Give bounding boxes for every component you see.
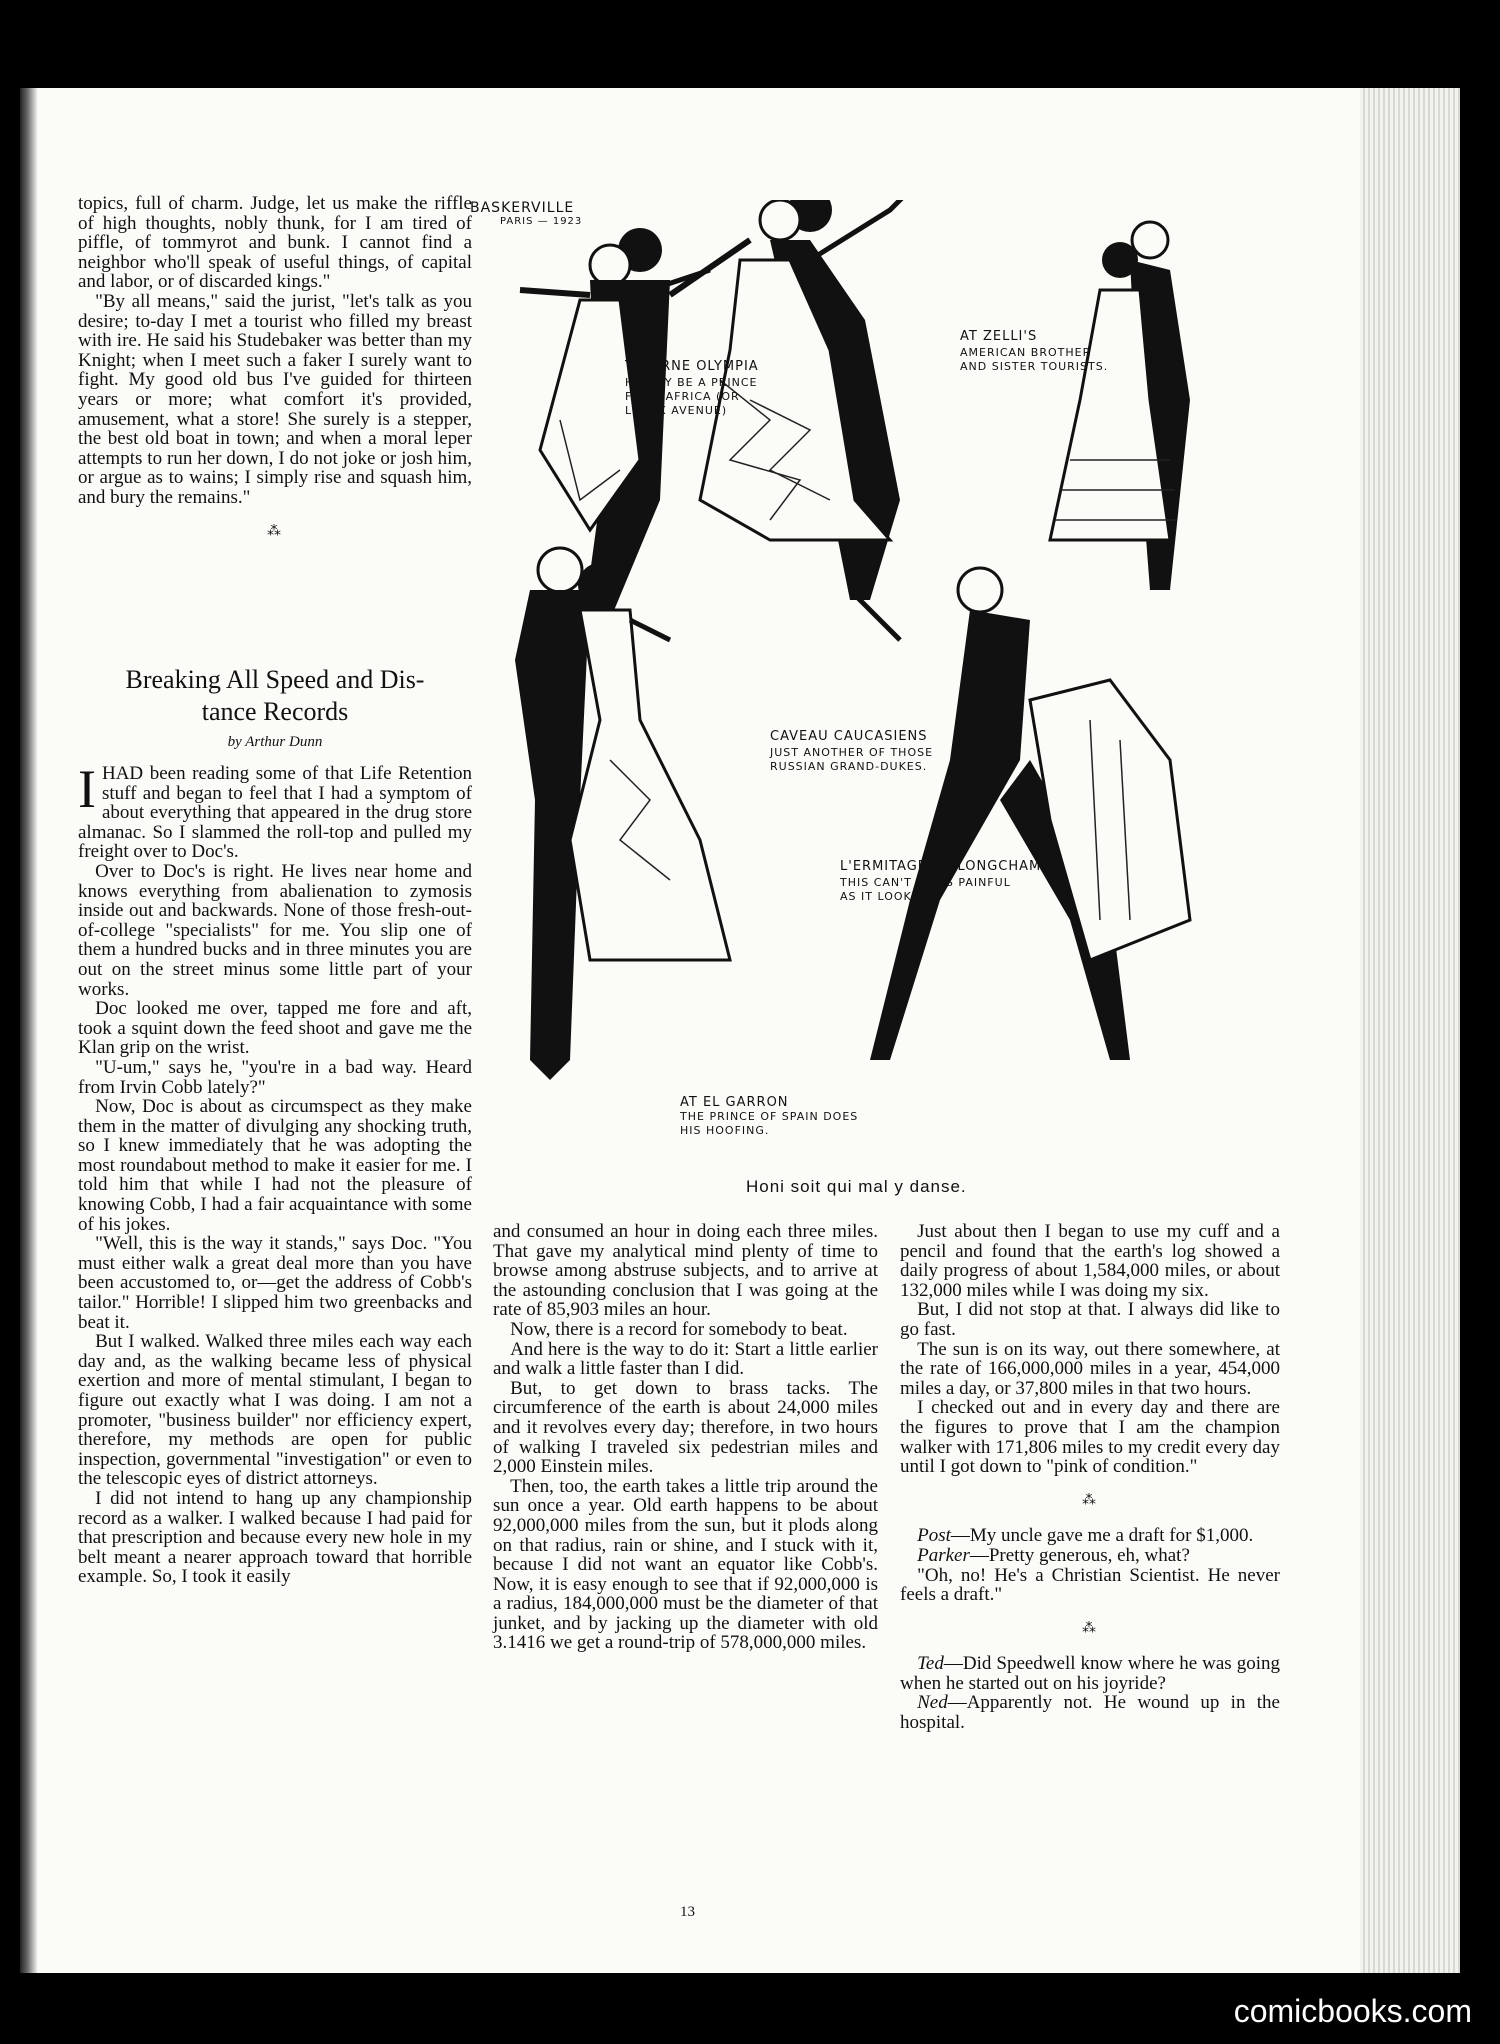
dancers-illustration — [470, 200, 1290, 1160]
paragraph: Now, Doc is about as circumspect as they make them in the matter of divulging any shocking truth, so I knew immediately that he was adopting the most roundabout method to make it easier for me. I told him that while I had not the pleasure of knowing Cobb, I had a fair acquaintance with some of his jokes. — [78, 1096, 472, 1235]
speaker: Post — [917, 1525, 951, 1547]
asterism-divider: ⁂ — [1082, 1620, 1098, 1636]
joke-text: "Oh, no! He's a Christian Scientist. He never feels a draft." — [900, 1564, 1280, 1606]
artist-name: BASKERVILLE — [470, 200, 575, 216]
article-column-3 — [900, 1222, 1280, 1733]
article-column-2 — [493, 1222, 878, 1653]
paragraph: I did not intend to hang up any championship record as a walker. I walked because I had paid for that prescription and because every new hole in my belt meant a nearer approach toward that horrible example. So, I took it easily — [78, 1487, 472, 1588]
binding-shadow — [20, 88, 38, 1973]
joke-text: —Apparently not. He wound up in the hospital. — [900, 1692, 1280, 1734]
asterism-divider: ⁂ — [1082, 1492, 1098, 1508]
speaker: Ned — [917, 1692, 948, 1714]
paragraph: Over to Doc's is right. He lives near home and knows everything from abalienation to zymosis inside out and backwards. None of those fresh-out-of-college "specialists" for me. You slip one of them a hundred bucks and in three minutes you are out on the street minus some little part of your works. — [78, 860, 472, 1000]
label-garron-title: AT EL GARRON — [680, 1095, 789, 1110]
label-taverne-line: LENOX AVENUE) — [625, 404, 728, 417]
page-number: 13 — [680, 1904, 695, 1920]
paragraph: And here is the way to do it: Start a little earlier and walk a little faster than I did. — [493, 1338, 878, 1380]
joke-line — [900, 1566, 1280, 1605]
label-caveau-line: JUST ANOTHER OF THOSE — [770, 746, 934, 759]
joke-line — [900, 1546, 1280, 1566]
couple-ermitage — [850, 568, 1190, 1060]
label-taverne-line: HE MAY BE A PRINCE — [625, 376, 758, 389]
illustration-caption: Honi soit qui mal y danse. — [746, 1177, 967, 1196]
article-column-1 — [78, 759, 472, 1588]
article-title — [78, 664, 472, 728]
speaker: Ted — [917, 1653, 944, 1675]
couple-el-garron — [515, 548, 730, 1080]
paragraph: "U-um," says he, "you're in a bad way. Heard from Irvin Cobb lately?" — [78, 1056, 472, 1098]
joke-text: —Pretty generous, eh, what? — [969, 1544, 1190, 1566]
label-taverne-line: FROM AFRICA (OR — [625, 390, 740, 403]
label-garron-line: THE PRINCE OF SPAIN DOES — [680, 1110, 859, 1123]
paragraph: IHAD been reading some of that Life Retention stuff and began to feel that I had a symptom of about everything that appeared in the drug store almanac. So I slammed the roll-top and pulled my freight over to Doc's. — [78, 759, 472, 863]
paragraph: Just about then I began to use my cuff and a pencil and found that the earth's log showed a daily progress of about 1,584,000 miles, or about 132,000 miles while I was doing my six. — [900, 1221, 1280, 1301]
paragraph: But, to get down to brass tacks. The circumference of the earth is about 24,000 miles and it revolves every day; therefore, in two hours of walking I traveled six pedestrian miles and 2,000 Einstein miles. — [493, 1377, 878, 1478]
joke-text: —My uncle gave me a draft for $1,000. — [950, 1525, 1254, 1547]
paragraph: But, I did not stop at that. I always did like to go fast. — [900, 1299, 1280, 1340]
previous-article-text — [78, 194, 472, 557]
joke-line — [900, 1526, 1280, 1546]
artist-signature — [470, 200, 582, 227]
asterism-divider: ⁂ — [267, 523, 283, 539]
label-taverne-title: TAVERNE OLYMPIA — [625, 359, 759, 374]
artist-date: PARIS — 1923 — [500, 216, 583, 227]
paragraph: Now, there is a record for somebody to beat. — [510, 1318, 848, 1340]
label-zellis-line: AND SISTER TOURISTS. — [960, 360, 1109, 373]
page-edges — [1360, 88, 1460, 1973]
label-zellis-line: AMERICAN BROTHER — [960, 346, 1092, 359]
paragraph: "By all means," said the jurist, "let's talk as you desire; to-day I met a tourist who filled my breast with ire. He said his Studebaker was better than my Knight; when I meet such a faker I surely want to fight. My good old bus I've guided for thirteen years or more; what comfort it's provided, amusement, what a store! She surely is a stepper, the best old boat in town; and when a moral leper attempts to run her down, I do not joke or josh him, or argue as to wains; I simply rise and squash him, and bury the remains." — [78, 290, 472, 508]
joke-text: —Did Speedwell know where he was going when he started out on his joyride? — [900, 1653, 1280, 1694]
label-zellis-title: AT ZELLI'S — [960, 329, 1038, 344]
paragraph: Doc looked me over, tapped me fore and aft, took a squint down the feed shoot and gave me the Klan grip on the wrist. — [78, 998, 472, 1059]
label-caveau-title: CAVEAU CAUCASIENS — [770, 729, 928, 744]
label-garron-line: HIS HOOFING. — [680, 1124, 770, 1137]
paragraph: topics, full of charm. Judge, let us make the riffle of high thoughts, nobly thunk, for I am tired of piffle, of tommyrot and bunk. I cannot find a neighbor who'll speak of useful things, of capital and labor, or of discarded kings." — [78, 193, 472, 293]
article-byline: by Arthur Dunn — [227, 734, 323, 750]
label-ermitage-line: AS IT LOOKS — [840, 890, 920, 903]
couple-zellis — [1050, 222, 1190, 590]
label-caveau-line: RUSSIAN GRAND-DUKES. — [770, 760, 928, 773]
speaker: Parker — [917, 1544, 970, 1566]
article-title-line-2: tance Records — [201, 697, 349, 726]
paragraph: and consumed an hour in doing each three miles. That gave my analytical mind plenty of time to browse among abstruse subjects, and to arrive at the astounding conclusion that I was going at the rate of 85,903 miles an hour. — [493, 1221, 878, 1321]
paragraph: I checked out and in every day and there are the figures to prove that I am the champion walker with 171,806 miles to my credit every day until I got down to "pink of condition." — [900, 1397, 1280, 1478]
joke-line — [900, 1693, 1280, 1732]
paragraph: But I walked. Walked three miles each way each day and, as the walking became less of physical exertion and more of mental stimulant, I began to figure out exactly what I was doing. I am not a promoter, "business builder" nor efficiency expert, therefore, my methods are open for public inspection, governmental "investigation" or even to the telescopic eyes of district attorneys. — [78, 1331, 472, 1490]
paragraph: Then, too, the earth takes a little trip around the sun once a year. Old earth happens to be about 92,000,000 miles from the sun, but it plods along on that radius, rain or shine, and I stuck with it, because I did not want an equator like Cobb's. Now, it is easy enough to see that if 92,000,000 is a radius, 184,000,000 must be the diameter of that junket, and by jacking up the diameter with old 3.1416 we get a round-trip of 578,000,000 miles. — [493, 1475, 878, 1654]
label-ermitage-line: THIS CAN'T BE AS PAINFUL — [840, 876, 1011, 889]
paragraph: "Well, this is the way it stands," says Doc. "You must either walk a great deal more than you have been accustomed to, or—get the address of Cobb's tailor." Horrible! I slipped him two greenbacks and beat it. — [78, 1233, 472, 1333]
illustration-svg — [470, 200, 1290, 1160]
watermark: comicbooks.com — [1233, 1993, 1472, 2029]
joke-line — [900, 1654, 1280, 1693]
paragraph: The sun is on its way, out there somewhere, at the rate of 166,000,000 miles in a year, 454,000 miles a day, or 37,800 miles in that two hours. — [900, 1338, 1280, 1399]
label-ermitage-title: L'ERMITAGE DE LONGCHAMPS — [840, 859, 1060, 874]
article-title-line-1: Breaking All Speed and Dis- — [125, 665, 425, 694]
